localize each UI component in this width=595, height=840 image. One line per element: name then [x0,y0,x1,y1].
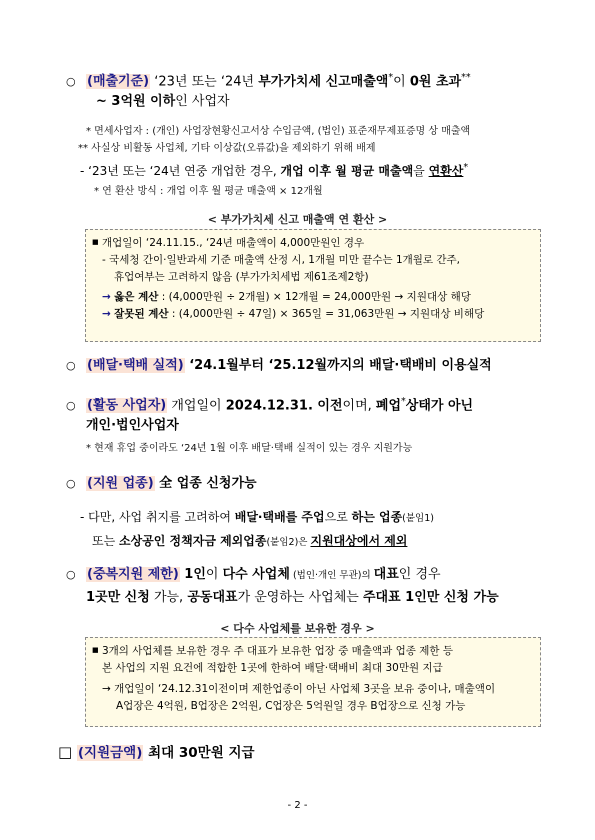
caption-annualize: < 부가가치세 신고 매출액 연 환산 > [207,213,388,226]
section-sales-criteria: ○ (매출기준) ‘23년 또는 ‘24년 부가가치세 신고매출액*이 0원 초과** ~ 3억원 이하인 사업자 [66,72,471,110]
circle-bullet-icon: ○ [66,399,76,413]
example-box-annualize: ■ 개업일이 ‘24.11.15., ‘24년 매출액이 4,000만원인 경우 - 국세청 간이·일반과세 기준 매출액 산정 시, 1개월 미만 끝수는 1개월로 간주, 휴업여부는 고려하지 않음 (부가가치세법 제61조제2항) → 옳은 계산 : (4,000만원 ÷ 2개월) × 12개월 = 24,000만원 → 지원대상 해당 → 잘못된 계산 : (4,000만원 ÷ 47일) × 365일 = 31,063만원 → 지원대상 비해당 [85,229,541,342]
industry-tag: (지원 업종) [87,476,154,491]
arrow-icon: → [102,308,111,320]
circle-bullet-icon: ○ [66,359,76,372]
support-amount-tag: (지원금액) [77,745,143,761]
section-active-business: ○ (활동 사업자) 개업일이 2024.12.31. 이전이며, 폐업*상태가 아닌 개인·법인사업자 [66,396,474,434]
note-outlier: ** 사실상 비활동 사업체, 기타 이상값(오류값)을 제외하기 위해 배제 [78,143,376,154]
note-tax-exempt: * 면세사업자 : (개인) 사업장현황신고서상 수입금액, (법인) 표준재무제표증명 상 매출액 [86,126,471,137]
dash-annualize: - ‘23년 또는 ‘24년 연중 개업한 경우, 개업 이후 월 평균 매출액을 연환산* [80,162,469,178]
square-bullet-icon: ■ [92,238,99,246]
delivery-record-tag: (배달·택배 실적) [87,358,184,373]
section-delivery-record: ○ (배달·택배 실적) ‘24.1월부터 ‘25.12월까지의 배달·택배비 이용실적 [66,356,546,376]
duplicate-limit-tag: (중복지원 제한) [87,567,179,582]
section-support-amount: □ (지원금액) 최대 30만원 지급 [58,743,255,761]
caption-multi-business: < 다수 사업체를 보유한 경우 > [220,622,375,635]
circle-bullet-icon: ○ [66,568,76,581]
square-checkbox-icon: □ [58,743,73,761]
circle-bullet-icon: ○ [66,75,76,89]
square-bullet-icon: ■ [92,646,99,654]
example-box-multi-business: ■ 3개의 사업체를 보유한 경우 주 대표가 보유한 업장 중 매출액과 업종 제한 등 본 사업의 지원 요건에 적합한 1곳에 한하여 배달·택배비 최대 30만원 지급 → 개업일이 ‘24.12.31이전이며 제한업종이 아닌 사업체 3곳을 보유 중이나, 매출액이 A업장은 4억원, B업장은 2억원, C업장은 5억원일 경우 B업장으로 신청 가능 [85,637,541,727]
section-industry: ○ (지원 업종) 全 업종 신청가능 [66,474,546,494]
section-duplicate-limit: ○ (중복지원 제한) 1인이 다수 사업체 (법인·개인 무관)의 대표인 경우 1곳만 신청 가능, 공동대표가 운영하는 사업체는 주대표 1인만 신청 가능 [66,564,546,609]
note-annualize-method: * 연 환산 방식 : 개업 이후 월 평균 매출액 × 12개월 [94,186,323,197]
active-business-tag: (활동 사업자) [87,398,167,414]
note-suspended: * 현재 휴업 중이라도 ‘24년 1월 이후 배달·택배 실적이 있는 경우 지원가능 [86,443,413,454]
dash-exclusion: - 다만, 사업 취지를 고려하여 배달·택배를 주업으로 하는 업종(붙임1) 또는 소상공인 정책자금 제외업종(붙임2)은 지원대상에서 제외 [80,510,434,548]
circle-bullet-icon: ○ [66,477,76,490]
arrow-icon: → [102,291,111,303]
sales-criteria-tag: (매출기준) [87,74,150,90]
page-number: - 2 - [287,800,308,811]
